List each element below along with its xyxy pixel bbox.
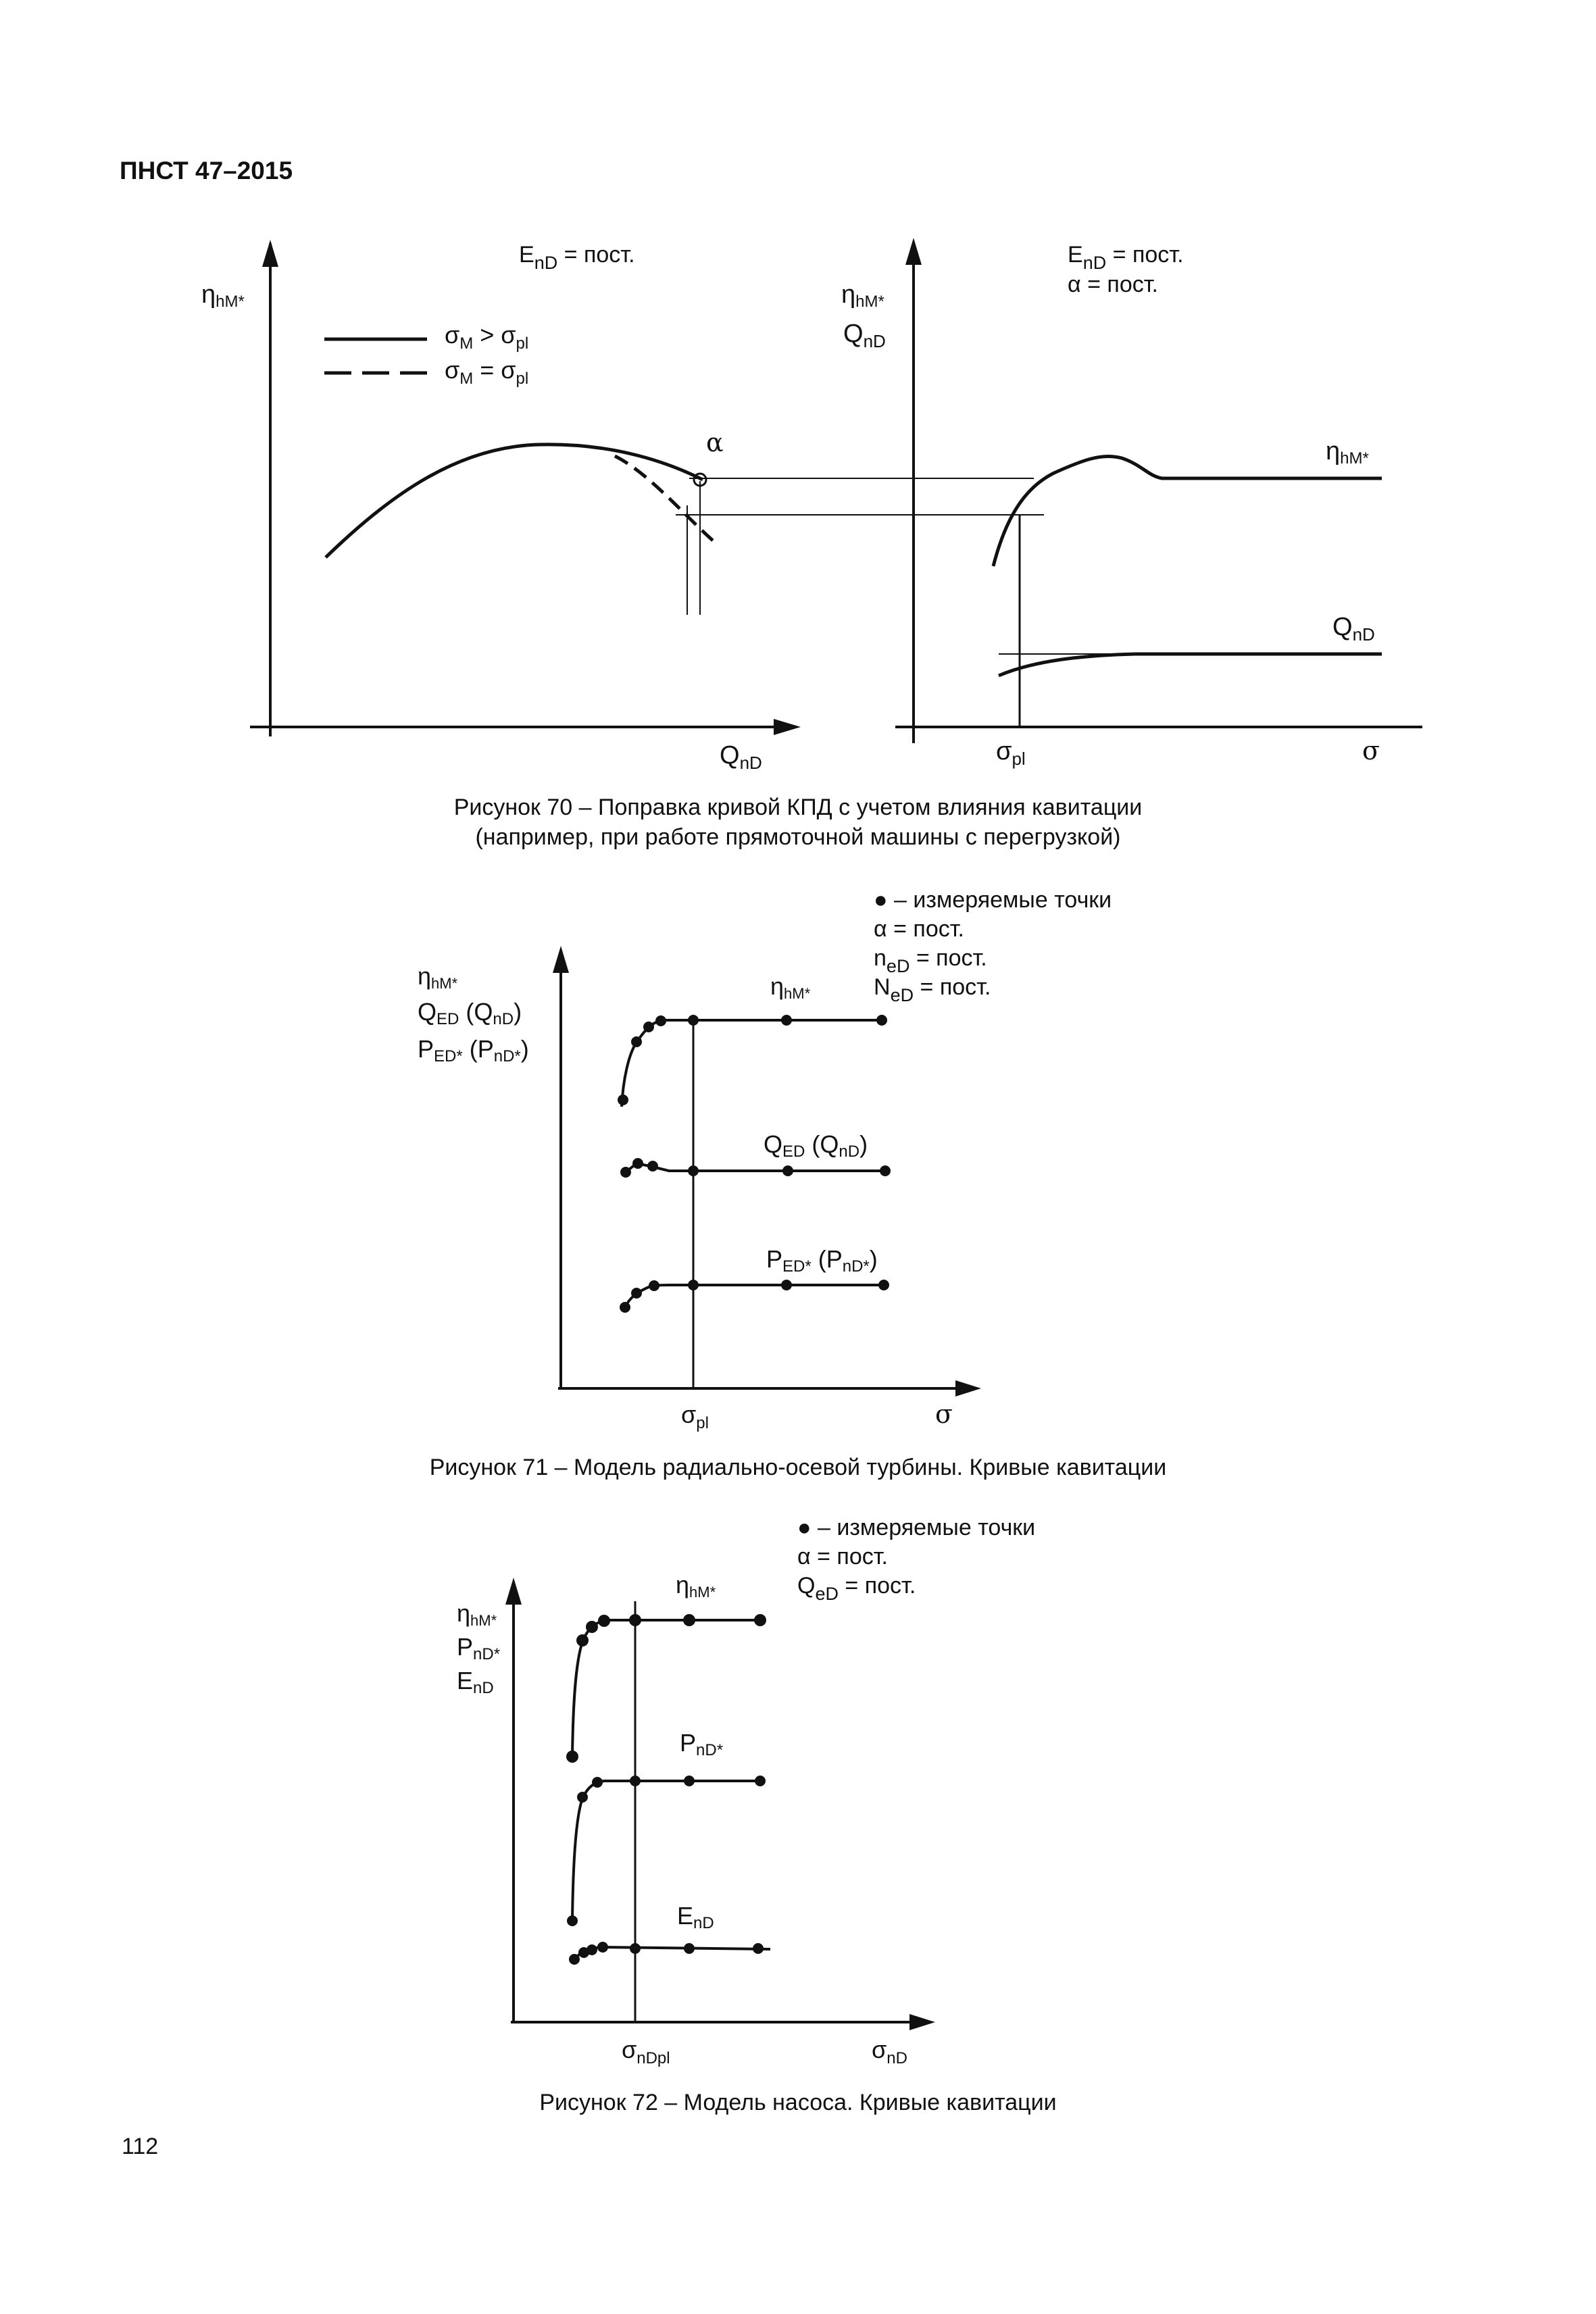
fig70-left-x-label: $Q_{nD}$ — [720, 741, 762, 773]
fig70-right-flow-curve — [999, 654, 1382, 676]
page-number: 112 — [122, 2134, 159, 2159]
fig72-curve-3-point — [597, 1942, 608, 1953]
fig71-curve-2-point — [782, 1165, 793, 1176]
fig72-curve-2-point — [684, 1776, 695, 1786]
fig72-x-label: $\sigma_{nD}$ — [872, 2036, 907, 2067]
fig71-curve-1-point — [781, 1015, 792, 1026]
fig70-left-y-arrow — [262, 240, 278, 267]
fig71-curve-3 — [625, 1285, 884, 1307]
fig71-curve-2-point — [647, 1161, 658, 1172]
fig72-curve-2-point — [592, 1777, 603, 1788]
fig71-curve-1-point — [876, 1015, 887, 1026]
fig70-caption-line-2: (например, при работе прямоточной машины с перегрузкой) — [475, 824, 1121, 850]
fig70-right-condition-2: α = пост. — [1068, 272, 1158, 297]
fig71-curve-1-point — [631, 1036, 642, 1047]
fig70-right-efficiency-curve — [993, 456, 1382, 566]
fig72-curve-1-point — [598, 1615, 610, 1627]
fig72-curve-3-point — [569, 1954, 580, 1965]
fig70-right-curve-2-label: $Q_{nD}$ — [1332, 613, 1375, 645]
fig71-caption: Рисунок 71 – Модель радиально-осевой турбины. Кривые кавитации — [429, 1455, 1167, 1480]
fig72-curve-3-point — [587, 1944, 597, 1955]
fig71-curve-3-point — [649, 1280, 659, 1291]
fig71-curve-2-point — [620, 1167, 631, 1178]
fig72-legend-line-2: α = пост. — [797, 1544, 888, 1569]
fig71-curve-1-point — [655, 1015, 666, 1026]
fig72-legend-line-3: $Q_{eD}$ = пост. — [797, 1573, 916, 1604]
fig71-y-arrow — [553, 946, 569, 973]
fig70-point-alpha-label: α — [706, 428, 724, 457]
fig72-curve-1-point — [629, 1614, 641, 1626]
fig72-curve-3-point — [630, 1943, 641, 1954]
fig72-y-label-1: ηhM* — [457, 1599, 497, 1629]
fig71-curve-3-point — [688, 1280, 699, 1290]
fig71-curve-3-point — [620, 1302, 630, 1313]
fig71-curve-2-label: QED (QnD) — [764, 1130, 868, 1161]
fig71-y-label-2: QED (QnD) — [418, 998, 522, 1028]
fig70-efficiency-curve-dashed — [615, 456, 713, 540]
fig72-curve-2-point — [630, 1776, 641, 1786]
fig72-curve-1-point — [683, 1614, 695, 1626]
fig72-y-label-2: PnD* — [457, 1633, 501, 1663]
fig71-curve-1 — [622, 1020, 882, 1107]
fig71-curve-1-point — [688, 1015, 699, 1026]
fig72-curve-2-point — [567, 1915, 578, 1926]
fig72-curve-3-label: EnD — [677, 1902, 714, 1932]
fig71-legend-line-2: α = пост. — [874, 916, 964, 942]
fig71-legend-line-3: $n_{eD}$ = пост. — [874, 945, 987, 976]
fig71-curve-3-point — [878, 1280, 889, 1290]
figure-70 — [0, 230, 1596, 773]
fig72-curve-1-point — [566, 1751, 578, 1763]
fig70-right-x-label: σ — [1362, 736, 1380, 765]
fig71-y-label-1: ηhM* — [418, 962, 458, 992]
document-header: ПНСТ 47–2015 — [120, 157, 293, 184]
fig72-curve-1 — [572, 1620, 760, 1757]
fig71-curve-1-point — [618, 1095, 628, 1105]
fig71-curve-3-point — [781, 1280, 792, 1290]
fig70-left-y-label: ηhM* — [201, 280, 245, 311]
fig71-curve-3-label: PED* (PnD*) — [766, 1245, 878, 1276]
fig71-curve-1-label: ηhM* — [770, 972, 811, 1002]
fig72-curve-3-point — [753, 1943, 764, 1954]
fig71-curve-2-point — [880, 1165, 891, 1176]
figure-72 — [0, 1500, 1596, 2081]
fig72-curve-2-point — [755, 1776, 766, 1786]
fig72-y-label-3: EnD — [457, 1667, 494, 1697]
fig70-right-y-arrow — [905, 238, 922, 265]
fig72-curve-2-point — [577, 1792, 588, 1803]
fig71-legend-line-4: $N_{eD}$ = пост. — [874, 974, 991, 1005]
fig71-curve-3-point — [631, 1288, 642, 1299]
fig70-left-condition: $E_{nD}$ = пост. — [519, 242, 635, 273]
figure-71 — [0, 872, 1596, 1432]
fig71-x-arrow — [955, 1380, 981, 1397]
fig72-curve-3-point — [684, 1943, 695, 1954]
fig70-left-x-arrow — [774, 719, 801, 735]
fig72-curve-2 — [572, 1781, 760, 1921]
fig71-curve-2-point — [632, 1158, 643, 1169]
fig70-right-y-label-1: ηhM* — [841, 280, 884, 311]
fig71-curve-1-point — [643, 1022, 654, 1032]
fig72-curve-1-point — [586, 1621, 598, 1633]
fig72-x-tick: $\sigma_{nDpl}$ — [622, 2036, 670, 2067]
fig71-curve-2-point — [688, 1165, 699, 1176]
fig70-right-curve-1-label: ηhM* — [1326, 437, 1369, 468]
fig70-right-y-label-2: $Q_{nD}$ — [843, 320, 886, 351]
fig70-legend-solid-label: $\sigma_M > \sigma_{pl}$ — [445, 321, 529, 353]
fig72-curve-1-point — [754, 1614, 766, 1626]
fig71-x-label: σ — [935, 1399, 953, 1429]
fig70-legend-dashed-label: $\sigma_M = \sigma_{pl}$ — [445, 356, 529, 388]
fig71-curve-2 — [626, 1163, 885, 1172]
fig71-legend-line-1: ● – измеряемые точки — [874, 887, 1112, 913]
fig72-curve-1-label: ηhM* — [676, 1571, 716, 1601]
fig72-curve-2-label: PnD* — [680, 1729, 724, 1759]
fig72-legend-line-1: ● – измеряемые точки — [797, 1515, 1036, 1540]
fig70-right-x-tick: $\sigma_{pl}$ — [996, 737, 1026, 769]
fig71-y-label-3: PED* (PnD*) — [418, 1035, 529, 1065]
fig72-y-arrow — [505, 1578, 522, 1605]
fig70-right-condition-1: $E_{nD}$ = пост. — [1068, 242, 1184, 273]
fig70-efficiency-curve-solid — [326, 445, 703, 557]
fig71-x-tick: $\sigma_{pl}$ — [681, 1401, 709, 1432]
fig72-caption: Рисунок 72 – Модель насоса. Кривые кавитации — [539, 2090, 1057, 2115]
fig72-curve-1-point — [576, 1634, 589, 1646]
fig70-caption-line-1: Рисунок 70 – Поправка кривой КПД с учетом влияния кавитации — [453, 795, 1143, 820]
fig72-x-arrow — [909, 2014, 935, 2030]
fig70-caption — [0, 793, 1596, 852]
